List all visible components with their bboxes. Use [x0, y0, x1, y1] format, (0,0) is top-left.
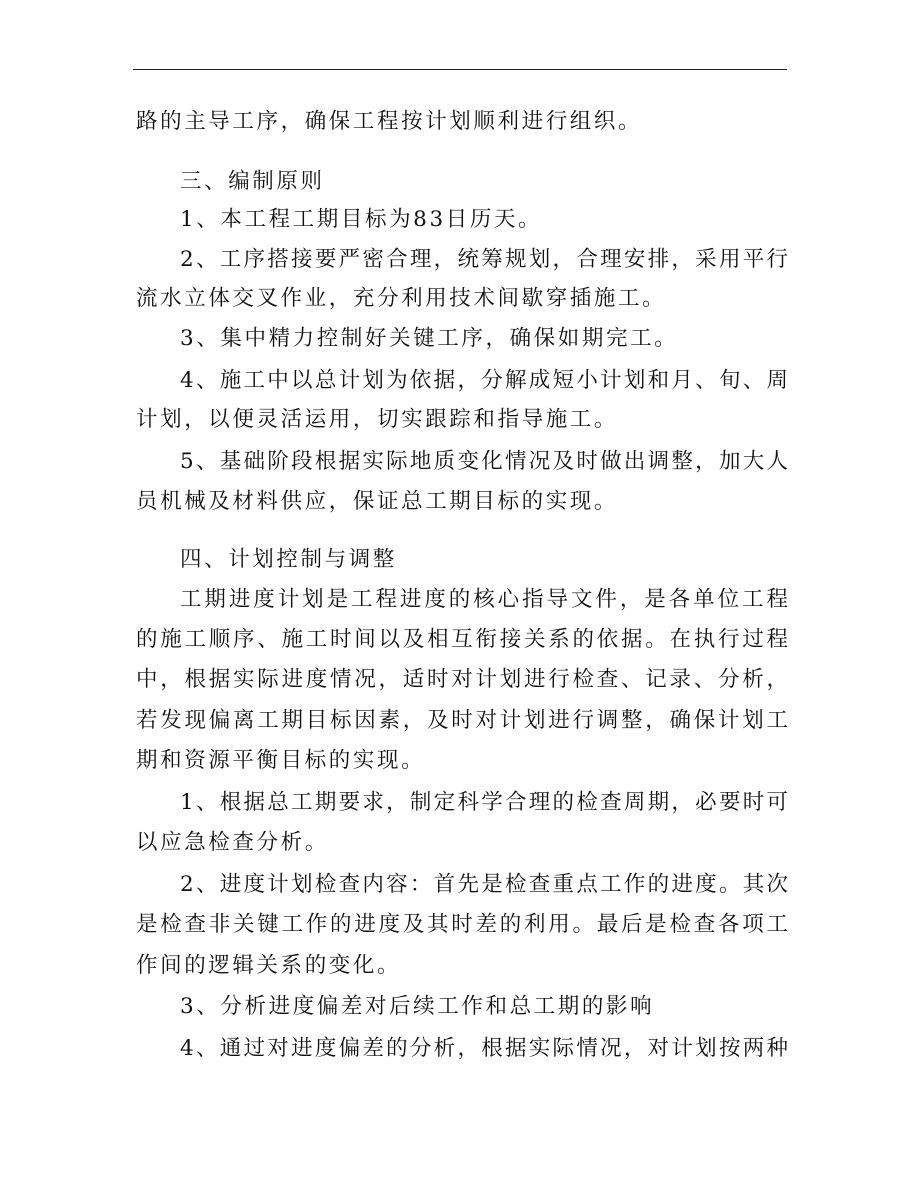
text-line: 是检查非关键工作的进度及其时差的利用。最后是检查各项工	[136, 912, 788, 937]
text-line: 1、根据总工期要求，制定科学合理的检查周期，必要时可	[180, 790, 788, 815]
section-heading: 四、计划控制与调整	[180, 547, 397, 572]
header-rule	[133, 69, 787, 70]
text-line: 路的主导工序，确保工程按计划顺利进行组织。	[136, 109, 643, 134]
text-line: 中，根据实际进度情况，适时对计划进行检查、记录、分析，	[136, 667, 788, 692]
text-line: 4、通过对进度偏差的分析，根据实际情况，对计划按两种	[180, 1036, 788, 1061]
text-line: 若发现偏离工期目标因素，及时对计划进行调整，确保计划工	[136, 708, 788, 733]
text-line: 2、工序搭接要严密合理，统筹规划，合理安排，采用平行	[180, 247, 788, 272]
text-line: 4、施工中以总计划为依据，分解成短小计划和月、旬、周	[180, 368, 788, 393]
text-line: 流水立体交叉作业，充分利用技术间歇穿插施工。	[136, 286, 667, 311]
text-line: 期和资源平衡目标的实现。	[136, 748, 426, 773]
text-line: 员机械及材料供应，保证总工期目标的实现。	[136, 489, 619, 514]
text-line: 3、集中精力控制好关键工序，确保如期完工。	[180, 326, 679, 351]
text-line: 1、本工程工期目标为83日历天。	[180, 207, 543, 232]
text-line: 作间的逻辑关系的变化。	[136, 953, 402, 978]
text-line: 3、分析进度偏差对后续工作和总工期的影响	[180, 994, 655, 1019]
text-line: 5、基础阶段根据实际地质变化情况及时做出调整，加大人	[180, 449, 788, 474]
text-line: 2、进度计划检查内容：首先是检查重点工作的进度。其次	[180, 872, 788, 897]
text-line: 计划，以便灵活运用，切实跟踪和指导施工。	[136, 407, 619, 432]
section-heading: 三、编制原则	[180, 169, 325, 194]
text-line: 以应急检查分析。	[136, 830, 329, 855]
text-line: 工期进度计划是工程进度的核心指导文件，是各单位工程	[180, 587, 788, 612]
text-line: 的施工顺序、施工时间以及相互衔接关系的依据。在执行过程	[136, 627, 788, 652]
